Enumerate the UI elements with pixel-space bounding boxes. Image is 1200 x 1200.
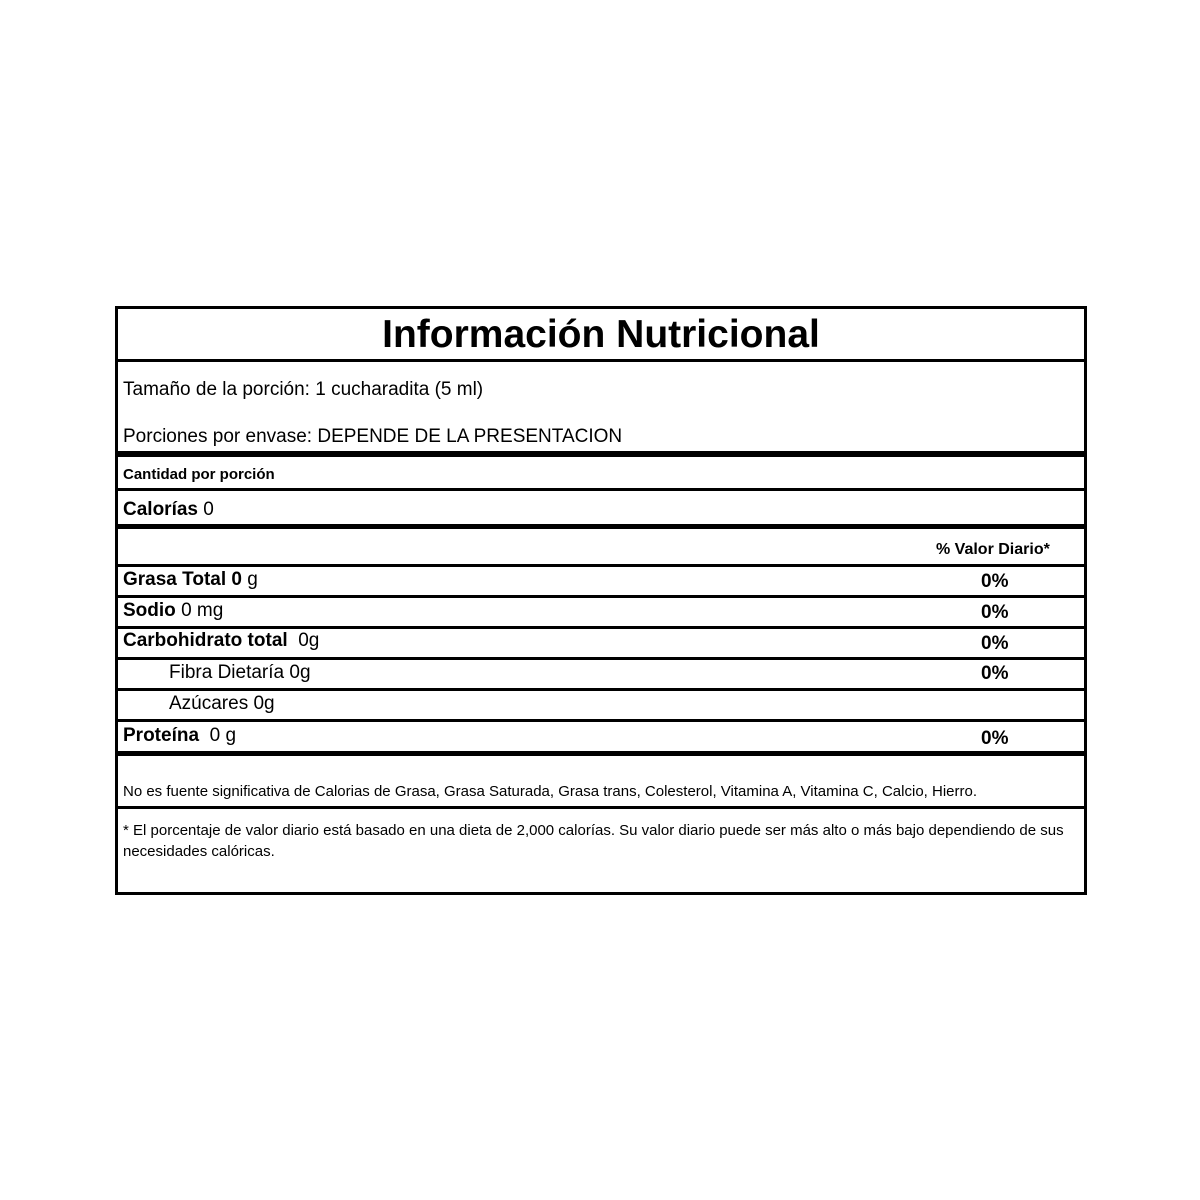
divider	[118, 806, 1084, 809]
calories-label: Calorías	[123, 499, 198, 520]
fiber-label: Fibra Dietaría	[169, 662, 285, 683]
daily-value-footnote: * El porcentaje de valor diario está basado en una dieta de 2,000 calorías. Su valor diario puede ser más alto o más bajo dependiendo de sus necesidades calóricas.	[123, 822, 1064, 860]
amount-per-serving-heading: Cantidad por porción	[123, 466, 275, 483]
divider	[118, 688, 1084, 691]
serving-size-value: 1 cucharadita (5 ml)	[315, 379, 484, 400]
sodium-amount: 0 mg	[181, 600, 224, 621]
calories-row	[123, 499, 214, 521]
servings-value: DEPENDE DE LA PRESENTACION	[317, 426, 623, 447]
total-fat-unit: g	[247, 569, 258, 590]
fiber-amount: 0g	[289, 662, 311, 683]
divider	[118, 719, 1084, 722]
carbohydrate-dv: 0%	[981, 633, 1009, 654]
sugars-amount: 0g	[253, 693, 275, 714]
serving-size-row	[123, 379, 483, 401]
carbohydrate-amount: 0g	[298, 630, 320, 651]
nutrition-facts-panel	[115, 306, 1087, 895]
serving-size-label: Tamaño de la porción:	[123, 379, 310, 400]
panel-title: Información Nutricional	[118, 309, 1084, 362]
total-fat-row	[123, 569, 258, 591]
divider	[118, 657, 1084, 660]
divider	[118, 488, 1084, 491]
protein-dv: 0%	[981, 728, 1009, 749]
protein-row	[123, 725, 236, 747]
servings-per-container-row	[123, 426, 622, 448]
daily-value-header: % Valor Diario*	[936, 541, 1050, 558]
sugars-label: Azúcares	[169, 693, 249, 714]
total-fat-dv: 0%	[981, 571, 1009, 592]
sodium-row	[123, 600, 223, 622]
protein-label: Proteína	[123, 725, 200, 746]
total-fat-label: Grasa Total	[123, 569, 227, 590]
fiber-dv: 0%	[981, 663, 1009, 684]
divider	[118, 564, 1084, 567]
sugars-row	[169, 693, 275, 715]
divider-thick	[118, 451, 1084, 457]
protein-amount: 0 g	[209, 725, 237, 746]
divider-thick	[118, 751, 1084, 756]
carbohydrate-row	[123, 630, 319, 652]
calories-value: 0	[203, 499, 214, 520]
fiber-row	[169, 662, 311, 684]
servings-label: Porciones por envase:	[123, 426, 313, 447]
divider	[118, 595, 1084, 598]
carbohydrate-label: Carbohidrato total	[123, 630, 288, 651]
divider-thick	[118, 524, 1084, 529]
sodium-dv: 0%	[981, 602, 1009, 623]
total-fat-amount: 0	[231, 569, 242, 590]
divider	[118, 626, 1084, 629]
not-significant-source-note: No es fuente significativa de Calorias de Grasa, Grasa Saturada, Grasa trans, Colesterol, Vitamina A, Vitamina C, Calcio, Hierro.	[123, 783, 978, 800]
sodium-label: Sodio	[123, 600, 176, 621]
